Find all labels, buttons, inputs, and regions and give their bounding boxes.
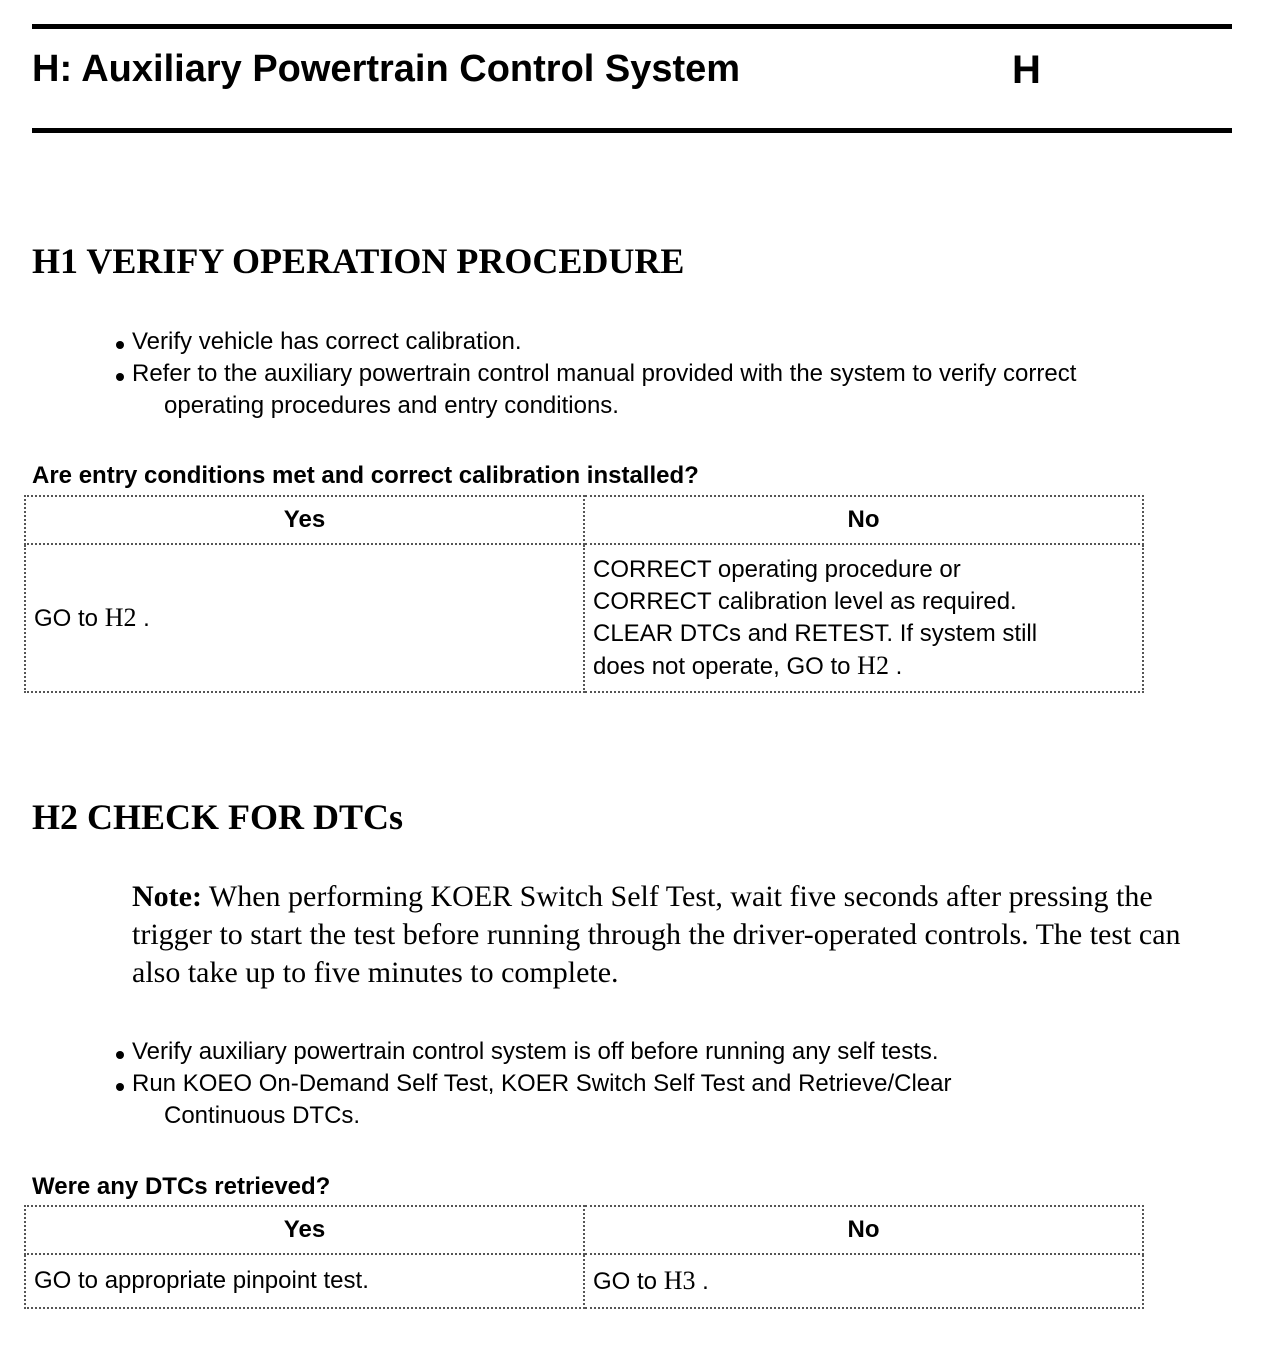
h1-bullet-list bbox=[112, 326, 1076, 422]
bullet-text: Refer to the auxiliary powertrain control manual provided with the system to verify correct bbox=[132, 360, 1077, 387]
bullet-item bbox=[112, 326, 1076, 358]
section-heading-h1: H1 VERIFY OPERATION PROCEDURE bbox=[32, 241, 685, 281]
bullet-item bbox=[112, 1068, 951, 1132]
h1-question: Are entry conditions met and correct calibration installed? bbox=[32, 462, 699, 489]
no-suffix: . bbox=[888, 652, 903, 680]
table-row bbox=[25, 1254, 1143, 1308]
column-header-no: No bbox=[584, 496, 1143, 544]
note-label: Note: bbox=[132, 880, 202, 913]
chapter-letter: H bbox=[1012, 48, 1041, 92]
no-suffix: . bbox=[695, 1268, 709, 1295]
link-h2[interactable]: H2 bbox=[104, 603, 137, 632]
no-text: GO to bbox=[593, 1268, 664, 1295]
chapter-title: H: Auxiliary Powertrain Control System bbox=[32, 48, 741, 90]
no-cell bbox=[584, 544, 1143, 692]
h2-decision-table bbox=[24, 1205, 1144, 1309]
h2-question: Were any DTCs retrieved? bbox=[32, 1173, 331, 1200]
link-h2[interactable]: H2 bbox=[857, 650, 889, 680]
no-line: CLEAR DTCs and RETEST. If system still bbox=[593, 619, 1038, 647]
bullet-item bbox=[112, 358, 1076, 422]
no-line bbox=[593, 650, 1134, 683]
bullet-item bbox=[112, 1036, 951, 1068]
bullet-text: Run KOEO On-Demand Self Test, KOER Switch Self Test and Retrieve/Clear bbox=[132, 1070, 952, 1097]
link-h3[interactable]: H3 bbox=[663, 1266, 696, 1295]
yes-cell bbox=[25, 544, 584, 692]
no-line: CORRECT operating procedure or bbox=[593, 555, 961, 583]
no-text: does not operate, GO to bbox=[593, 652, 858, 680]
note-text: When performing KOER Switch Self Test, wait five seconds after pressing the trigger to start the test before running through the driver-operated controls. The test can also take up to five minutes to complete. bbox=[132, 880, 1181, 989]
bullet-continuation: Continuous DTCs. bbox=[164, 1102, 361, 1129]
h2-bullet-list bbox=[112, 1036, 951, 1132]
header-top-rule bbox=[32, 24, 1232, 29]
yes-text: GO to bbox=[34, 605, 105, 632]
bullet-text: Verify auxiliary powertrain control system is off before running any self tests. bbox=[132, 1038, 939, 1065]
yes-cell: GO to appropriate pinpoint test. bbox=[25, 1254, 584, 1308]
no-cell bbox=[584, 1254, 1143, 1308]
h1-decision-table bbox=[24, 495, 1144, 693]
bullet-text: Verify vehicle has correct calibration. bbox=[132, 328, 522, 355]
header-bottom-rule bbox=[32, 128, 1232, 133]
table-header-row bbox=[25, 496, 1143, 544]
table-header-row bbox=[25, 1206, 1143, 1254]
note-block bbox=[132, 878, 1232, 992]
column-header-yes: Yes bbox=[25, 496, 584, 544]
section-heading-h2: H2 CHECK FOR DTCs bbox=[32, 797, 404, 837]
no-line: CORRECT calibration level as required. bbox=[593, 587, 1017, 615]
table-row bbox=[25, 544, 1143, 692]
bullet-continuation: operating procedures and entry conditions. bbox=[164, 392, 619, 419]
column-header-no: No bbox=[584, 1206, 1143, 1254]
yes-suffix: . bbox=[136, 605, 150, 632]
column-header-yes: Yes bbox=[25, 1206, 584, 1254]
